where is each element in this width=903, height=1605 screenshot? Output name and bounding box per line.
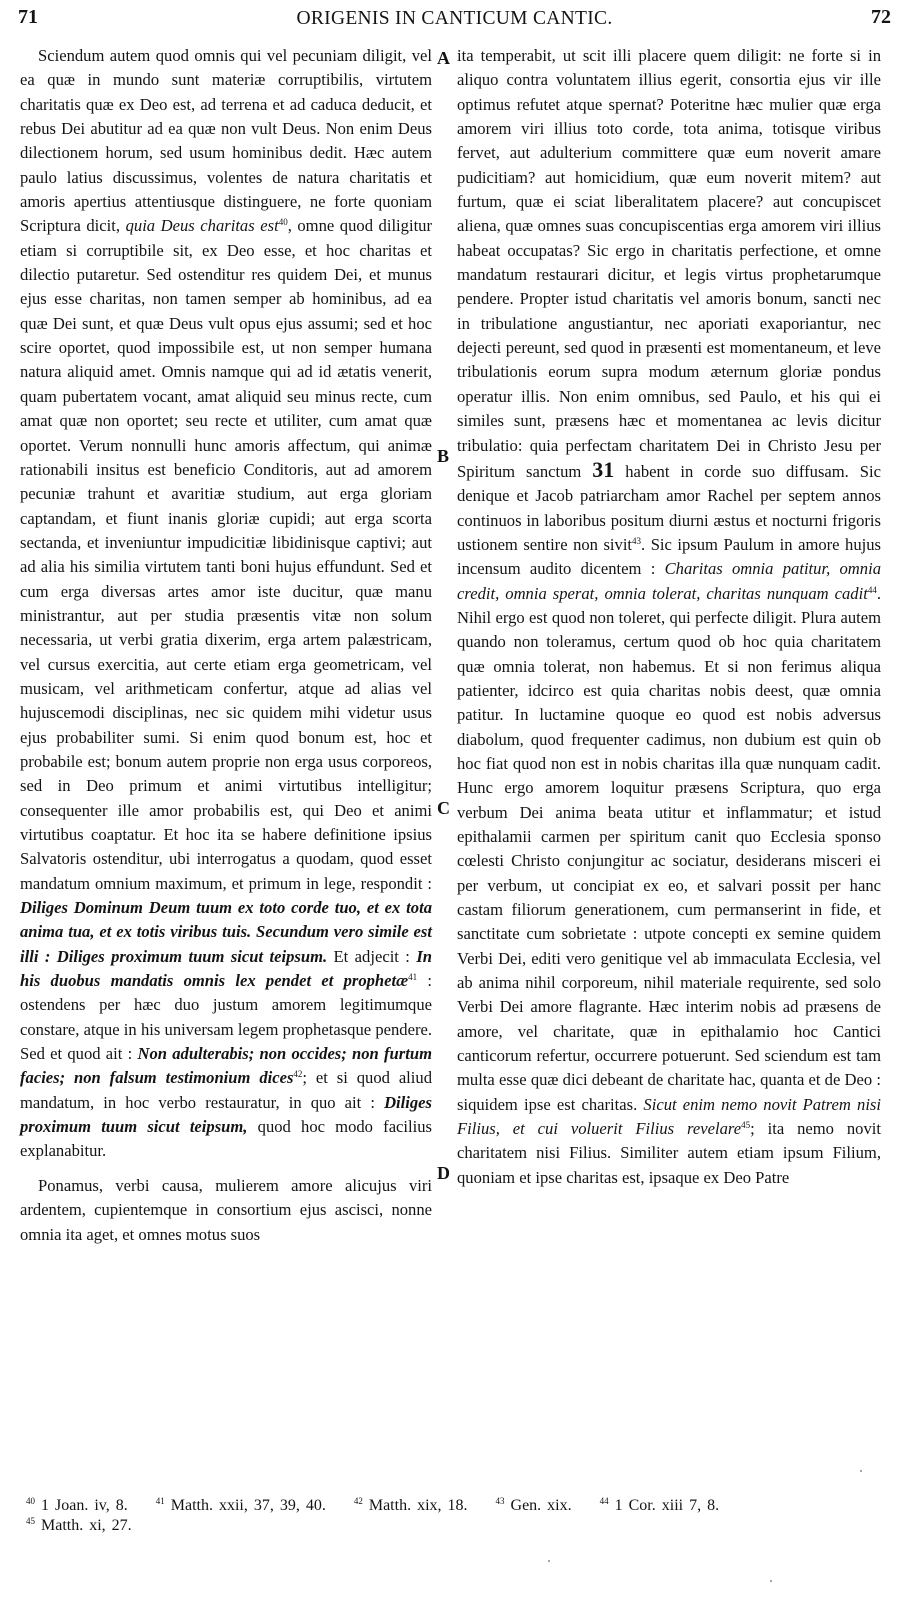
left-column [20, 44, 432, 1247]
footnote: $^{43}$ Gen. xix. [495, 1496, 572, 1514]
footnote: $^{45}$ Matth. xi, 27. [26, 1516, 132, 1534]
footnote: $^{42}$ Matth. xix, 18. [353, 1496, 468, 1514]
right-column [457, 44, 881, 1190]
paragraph: Sciendum autem quod omnis qui vel pecuniam diligit, vel ea quæ in mundo sunt materiæ corruptibilis, virtutem charitatis quæ ex Deo est, ad terrena et ad caduca deducit, et rebus Dei abutitur ad ea quæ non vult Deus. Non enim Deus dilectionem horum, sed usum hominibus dedit. Hæc autem paulo latius discussimus, volentes de natura charitatis et amoris apertius attentiusque distinguere, ne forte quoniam Scriptura dicit, quia Deus charitas est$^{40}$, omne quod diligitur etiam si corruptibile sit, ex Deo esse, et hoc charitas et dilectio putaretur. Sed ostenditur res quidem Dei, et munus ejus esse charitas, non tamen semper ab hominibus, ad ea quæ Dei sunt, et quæ Deus vult opus ejus assumi; sed et hoc scire oportet, quod impossibile est, ut non semper humana natura aliquid amet. Omnis namque qui ad id ætatis venerit, quam pubertatem vocant, amat aliquid seu minus recte, cum amat quæ non oportet; seu recte et utiliter, cum amat quæ oportet. Verum nonnulli hunc amoris affectum, qui animæ rationabili insitus est beneficio Conditoris, aut ad amorem pecuniæ trahunt et avaritiæ studium, aut erga gloriam captandam, et fiunt inanis gloriæ cupidi; aut erga scorta sectanda, et inveniuntur impudicitiæ libidinisque captivi; aut ad alia his similia virtutem tanti boni hujus effundunt. Sed et cum erga diversas artes amor iste ducitur, quæ manu ministrantur, aut per studia præsentis vitæ non solum necessaria, ut verbi gratia dixerim, erga artem palæstricam, vel cursus exercitia, aut certe etiam erga geometricam, vel musicam, vel arithmeticam confertur, atque ad alias vel hujuscemodi disciplinas, nec sic quidem mihi videtur usus ejus probabiliter sumi. Si enim quod bonum est, hoc et probabile est; bonum autem proprie non erga usus corporeos, sed in Deo primum et animi virtutibus intelligitur; consequenter ille amor probabilis est, qui Deo et animi virtutibus coaptatur. Et hoc ita se habere definitione ipsius Salvatoris ostenditur, ubi interrogatus a quodam, quod esset mandatum omnium maximum, et primum in lege, respondit : Diliges Dominum Deum tuum ex toto corde tuo, et ex tota anima tua, et ex totis viribus tuis. Secundum vero simile est illi : Diliges proximum tuum sicut teipsum. Et adjecit : In his duobus mandatis omnis lex pendet et prophetæ$^{41}$ : ostendens per hæc duo justum amorem legitimumque constare, atque in his universam legem prophetasque pendere. Sed et quod ait : Non adulterabis; non occides; non furtum facies; non falsum testimonium dices$^{42}$; et si quod aliud mandatum, in hoc verbo restauratur, in quo ait : Diliges proximum tuum sicut teipsum, quod hoc modo facilius explanabitur. [20, 46, 433, 1161]
footnote: $^{40}$ 1 Joan. iv, 8. [26, 1496, 128, 1514]
footnote-ref: 42 [293, 1069, 303, 1080]
paragraph: ita temperabit, ut scit illi placere quem diligit: ne forte si in aliquo contra voluntatem illius egerit, consortia ejus vir ille optimus refutet atque spernat? Poteritne hæc mulier quæ erga amorem viri illius toto corde, tota anima, totisque viribus fervet, aut adulterium committere quæ eum noverit amare pudicitiam? aut homicidium, quæ eum noverit mitem? aut furtum, quæ ei sciat liberalitatem placere? aut concupiscet aliena, quæ omnes suas concupiscentias erga amorem viri illius habeat occupatas? Sic ergo in charitatis perfectione, et omne mandatum restaurari dicitur, et legis virtus prophetarumque pendere. Propter istud charitatis vel amoris bonum, sancti nec in tribulatione angustiantur, nec aporiati exaporiantur, nec dejecti pereunt, sed quod in præsenti est momentaneum, et leve tribulationis eorum supra modum æternum gloriæ pondus operatur illis. Non enim omnibus, sed Paulo, et his qui ei similes sunt, præsens hæc et momentanea ac levis dicitur tribulatio: quia perfectam charitatem Dei in Christo Jesu per Spiritum sanctum 31 habent in corde suo diffusam. Sic denique et Jacob patriarcham amor Rachel per septem annos continuos in laboribus positum diurni æstus et nocturni frigoris ustionem sentire non sivit$^{43}$. Sic ipsum Paulum in amore hujus incensum audito dicentem : Charitas omnia patitur, omnia credit, omnia sperat, omnia tolerat, charitas nunquam cadit$^{44}$. Nihil ergo est quod non toleret, qui perfecte diligit. Plura autem quando non toleramus, certum quod ob hoc quia charitatem quæ omnia tolerat, non habemus. Et si non ferimus aliqua patienter, idcirco est quia charitas nobis deest, quæ omnia patitur. In luctamine quoque eo quod est nobis adversus diabolum, quod frequenter cadimus, non dubium est quin ob hoc fiat quod non est in nobis charitas illa quæ nunquam cadit. Hunc ergo amorem loquitur præsens Scriptura, quo erga verbum Dei anima beata utitur et inflammatur; et istud epithalamii carmen per spiritum canit quo Ecclesia sponso cœlesti Christo conjungitur ac sociatur, desiderans misceri ei per verbum, ut concipiat ex eo, et salvari possit per hanc castam filiorum generationem, cum permanserint in fide, et sanctitate cum sobrietate : utpote concepti ex semine quidem Verbi Dei, editi vero genitique vel ab immaculata Ecclesia, vel ab anima nihil corporeum, nihil materiale requirente, sed solo Verbi Dei amore flagrante. Hæc interim nobis ad præsens de amore, vel charitate, quæ in epithalamio hoc Cantici canticorum refertur, occurrere potuerunt. Sed sciendum est tam multa esse quæ dici debeant de charitate hac, quanta et de Deo : siquidem ipse est charitas. Sicut enim nemo novit Patrem nisi Filius, et cui voluerit Filius revelare$^{45}$; ita nemo novit charitatem nisi Filius. Similiter autem etiam ipsum Filium, quoniam et ipse charitas est, ipsaque ex Deo Patre [457, 46, 881, 1187]
footnote-ref: 40 [278, 217, 288, 228]
margin-marker-a: A [437, 48, 450, 68]
speck [860, 1470, 862, 1472]
footnote-ref: 44 [867, 584, 877, 595]
page-number-left: 71 [18, 6, 38, 28]
page-number-right: 72 [871, 6, 891, 28]
footnote-ref: 45 [741, 1120, 751, 1131]
page-title: ORIGENIS IN CANTICUM CANTIC. [296, 8, 613, 29]
running-header [18, 6, 891, 36]
footnote: $^{44}$ 1 Cor. xiii 7, 8. [599, 1496, 720, 1514]
footnote-ref: 41 [408, 972, 418, 983]
footnotes [26, 1496, 886, 1536]
speck [548, 1560, 550, 1562]
speck [770, 1580, 772, 1582]
footnote-ref: 43 [632, 535, 642, 546]
column-number: 31 [592, 456, 615, 482]
footnote: $^{41}$ Matth. xxii, 37, 39, 40. [155, 1496, 326, 1514]
margin-marker-b: B [437, 446, 450, 466]
paragraph: Ponamus, verbi causa, mulierem amore alicujus viri ardentem, cupientemque in consortium ejus asciscі, nonne omnia ita aget, et omnes motus suos [20, 1175, 432, 1244]
margin-marker-d: D [437, 1163, 450, 1183]
margin-marker-c: C [437, 798, 450, 818]
